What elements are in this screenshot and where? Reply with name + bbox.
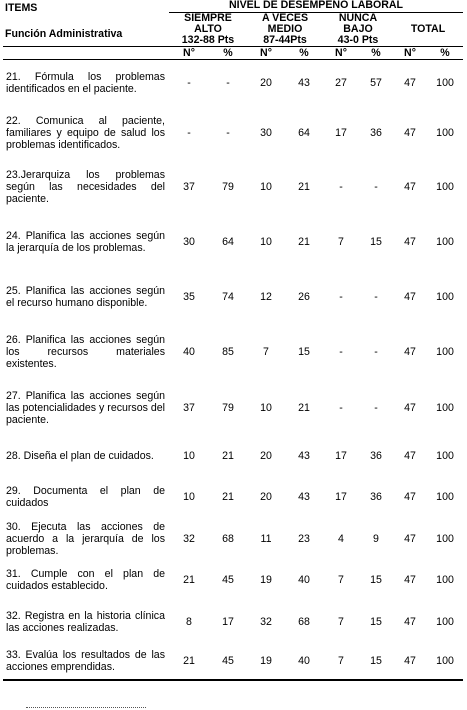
item-value: 10 — [260, 236, 272, 248]
item-value: 35 — [183, 291, 195, 303]
item-text: 29. Documenta el plan de cuidados — [6, 485, 165, 509]
level-nunca-line2: BAJO — [343, 22, 373, 35]
item-value: 36 — [370, 126, 382, 139]
item-value: 40 — [183, 346, 195, 358]
item-value: 20 — [260, 491, 272, 503]
item-text: 21. Fórmula los problemas identificados en el paciente. — [6, 70, 165, 95]
item-value: 10 — [260, 401, 272, 414]
item-value: 21 — [222, 450, 234, 462]
item-value: 17 — [335, 126, 347, 139]
item-value: 74 — [222, 291, 234, 303]
item-value: - — [339, 181, 343, 193]
item-text: 25. Planifica las acciones según el recurso humano disponible. — [6, 285, 165, 309]
item-value: 45 — [209, 643, 247, 680]
level-aveces-line2: MEDIO — [267, 22, 303, 35]
item-value: - — [374, 181, 378, 193]
item-value: 68 — [298, 615, 310, 628]
item-value: 30 — [183, 236, 195, 248]
item-value: 15 — [359, 643, 393, 680]
item-text: 26. Planifica las acciones según los recursos materiales existentes. — [6, 334, 165, 370]
item-value: 30 — [260, 126, 272, 139]
level-aveces-range: 87-44Pts — [263, 33, 307, 46]
item-value: 21 — [298, 236, 310, 248]
item-value: 15 — [298, 346, 310, 358]
item-value: 11 — [260, 532, 272, 545]
item-value: - — [226, 76, 230, 89]
item-value: 32 — [260, 615, 272, 628]
item-text: 32. Registra en la historia clínica las acciones realizadas. — [6, 609, 165, 634]
level-nunca-line1: NUNCA — [338, 11, 378, 24]
item-value: - — [339, 346, 343, 358]
item-value: 100 — [436, 574, 454, 586]
pct-label: % — [359, 47, 393, 60]
item-value: 47 — [404, 532, 416, 545]
item-value: 23 — [298, 532, 310, 545]
item-value: 10 — [260, 181, 272, 193]
item-value: 100 — [436, 491, 454, 503]
item-value: 40 — [285, 643, 323, 680]
item-value: 7 — [338, 574, 344, 586]
item-value: 100 — [436, 346, 454, 358]
item-value: 47 — [404, 491, 416, 503]
item-value: 43 — [298, 491, 310, 503]
item-value: 100 — [436, 615, 454, 628]
level-siempre-line1: SIEMPRE — [184, 11, 232, 24]
table-row — [3, 380, 463, 436]
item-value: 8 — [186, 615, 192, 628]
item-value: 100 — [436, 450, 454, 462]
n-label: N° — [169, 47, 209, 60]
table-row — [3, 477, 463, 518]
item-value: 68 — [222, 532, 234, 545]
item-value: 32 — [183, 532, 195, 545]
item-value: 12 — [260, 291, 272, 303]
total-header: TOTAL — [410, 22, 446, 35]
table-row — [3, 60, 463, 106]
item-value: 20 — [260, 76, 272, 89]
item-value: 43 — [298, 76, 310, 89]
item-value: 20 — [260, 450, 272, 462]
item-value: 37 — [183, 401, 195, 414]
table-row — [3, 643, 463, 680]
pct-label: % — [209, 47, 247, 60]
item-text: 28. Diseña el plan de cuidados. — [6, 450, 154, 462]
footer-rule — [26, 707, 146, 708]
item-value: 79 — [222, 181, 234, 193]
n-label: N° — [323, 47, 359, 60]
table-row — [3, 106, 463, 160]
item-value: 21 — [222, 491, 234, 503]
pct-label: % — [427, 47, 463, 60]
table-row — [3, 436, 463, 477]
item-value: 17 — [335, 491, 347, 503]
item-value: 100 — [436, 181, 454, 193]
item-value: 9 — [373, 532, 379, 545]
item-value: 21 — [169, 643, 209, 680]
function-header: Función Administrativa — [5, 28, 123, 40]
item-text: 22. Comunica al paciente, familiares y equipo de salud los problemas identificados. — [6, 114, 165, 151]
item-value: 15 — [370, 574, 382, 586]
item-value: 15 — [370, 236, 382, 248]
item-text: 30. Ejecuta las acciones de acuerdo a la jerarquía de los problemas. — [6, 520, 165, 557]
item-value: 47 — [393, 643, 427, 680]
item-value: 100 — [427, 643, 463, 680]
item-value: - — [374, 401, 378, 414]
item-value: 47 — [404, 236, 416, 248]
item-value: - — [339, 401, 343, 414]
table-row — [3, 325, 463, 380]
item-value: 19 — [247, 643, 285, 680]
item-value: 45 — [222, 574, 234, 586]
item-value: - — [339, 291, 343, 303]
item-value: 64 — [222, 236, 234, 248]
item-value: 64 — [298, 126, 310, 139]
table-row — [3, 560, 463, 601]
item-value: 47 — [404, 291, 416, 303]
item-value: 7 — [263, 346, 269, 358]
item-value: - — [187, 126, 191, 139]
table-row — [3, 215, 463, 270]
item-value: 10 — [183, 450, 195, 462]
item-value: 21 — [298, 181, 310, 193]
item-value: 15 — [370, 615, 382, 628]
items-header: ITEMS — [5, 2, 38, 14]
item-value: 36 — [370, 491, 382, 503]
table-row — [3, 160, 463, 215]
item-value: 47 — [404, 126, 416, 139]
item-value: 19 — [260, 574, 272, 586]
item-value: - — [187, 76, 191, 89]
item-value: 47 — [404, 574, 416, 586]
item-value: 47 — [404, 615, 416, 628]
item-text: 23.Jerarquiza los problemas según las necesidades del paciente. — [6, 169, 165, 205]
item-value: 21 — [183, 574, 195, 586]
item-value: - — [226, 126, 230, 139]
item-value: 43 — [298, 450, 310, 462]
item-value: 26 — [298, 291, 310, 303]
item-value: 7 — [338, 236, 344, 248]
item-value: 100 — [436, 76, 454, 89]
item-value: 47 — [404, 401, 416, 414]
item-value: - — [374, 291, 378, 303]
table-row — [3, 518, 463, 560]
item-value: 100 — [436, 532, 454, 545]
table-row — [3, 601, 463, 643]
item-value: 47 — [404, 346, 416, 358]
item-value: 57 — [370, 76, 382, 89]
item-value: 100 — [436, 126, 454, 139]
item-value: 47 — [404, 450, 416, 462]
level-nunca-range: 43-0 Pts — [337, 33, 379, 46]
item-text: 24. Planifica las acciones según la jerarquía de los problemas. — [6, 230, 165, 254]
group-header: NIVEL DE DESEMPEÑO LABORAL — [169, 0, 463, 12]
item-value: 47 — [404, 76, 416, 89]
item-value: 36 — [370, 450, 382, 462]
item-value: 27 — [335, 76, 347, 89]
level-siempre-range: 132-88 Pts — [181, 33, 235, 46]
item-value: 85 — [222, 346, 234, 358]
item-value: 79 — [222, 401, 234, 414]
item-text: 31. Cumple con el plan de cuidados establecido. — [6, 568, 165, 592]
item-value: 7 — [323, 643, 359, 680]
item-value: 17 — [222, 615, 234, 628]
item-value: 100 — [436, 401, 454, 414]
level-siempre-line2: ALTO — [194, 22, 222, 35]
item-text: 33. Evalúa los resultados de las acciones emprendidas. — [3, 643, 169, 680]
item-value: 17 — [335, 450, 347, 462]
item-value: 21 — [298, 401, 310, 414]
item-value: 10 — [183, 491, 195, 503]
n-label: N° — [247, 47, 285, 60]
item-value: 100 — [436, 291, 454, 303]
item-value: - — [374, 346, 378, 358]
performance-table — [3, 0, 463, 681]
item-value: 100 — [436, 236, 454, 248]
pct-label: % — [285, 47, 323, 60]
item-value: 47 — [404, 181, 416, 193]
item-text: 27. Planifica las acciones según las potencialidades y recursos del paciente. — [6, 389, 165, 426]
item-value: 7 — [338, 615, 344, 628]
n-label: N° — [393, 47, 427, 60]
item-value: 37 — [183, 181, 195, 193]
item-value: 4 — [338, 532, 344, 545]
item-value: 40 — [298, 574, 310, 586]
table-row — [3, 270, 463, 325]
level-aveces-line1: A VECES — [261, 11, 309, 24]
